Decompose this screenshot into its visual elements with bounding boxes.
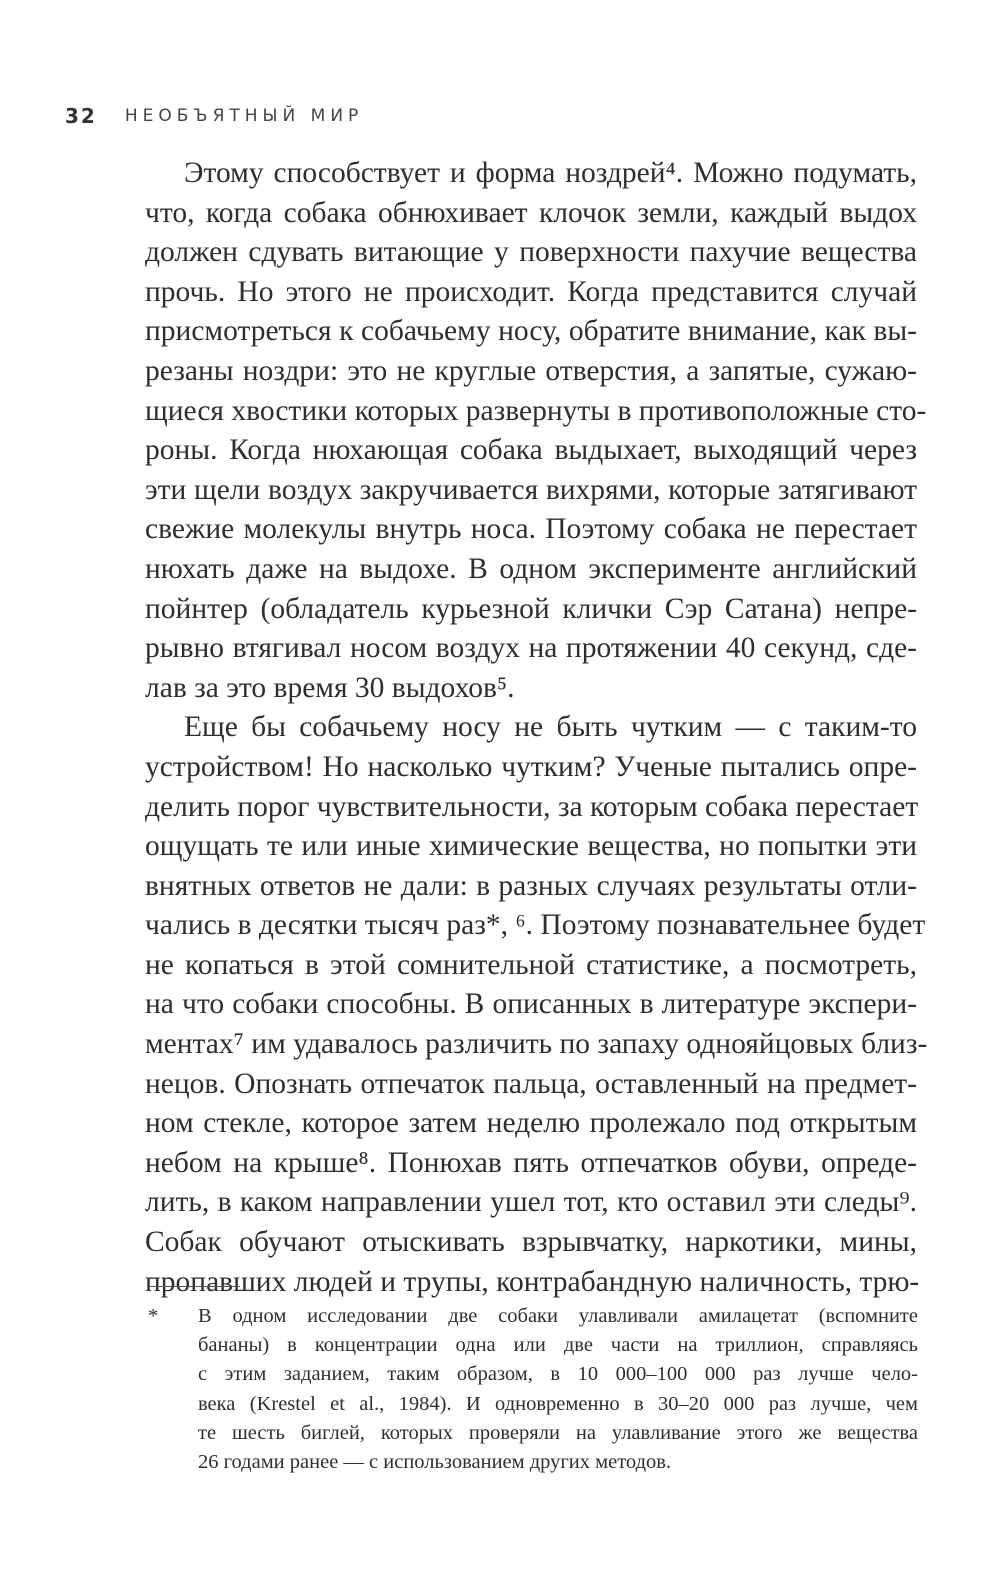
footnote-line: те шесть биглей, которых проверяли на улавливание этого же вещества bbox=[198, 1421, 918, 1444]
main-text bbox=[145, 154, 928, 1302]
text-line: не копаться в этой сомнительной статистике, а посмотреть, bbox=[145, 948, 917, 981]
running-title: НЕОБЪЯТНЫЙ МИР bbox=[124, 106, 364, 126]
running-header bbox=[65, 101, 363, 131]
text-line: делить порог чувствительности, за которым собака перестает bbox=[145, 790, 919, 823]
text-line: лить, в каком направлении ушел тот, кто оставил эти следы⁹. bbox=[145, 1186, 917, 1219]
text-line: Еще бы собачьему носу не быть чутким — с таким-то bbox=[184, 711, 917, 744]
text-line: нюхать даже на выдохе. В одном эксперименте английский bbox=[145, 552, 917, 585]
text-line: что, когда собака обнюхивает клочок земли, каждый выдох bbox=[145, 196, 917, 229]
page-number: 32 bbox=[65, 104, 97, 128]
text-line: чались в десятки тысяч раз*, ⁶. Поэтому познавательнее будет bbox=[145, 909, 926, 942]
footnote-text bbox=[198, 1302, 918, 1477]
footnote-line: В одном исследовании две собаки улавливали амилацетат (вспомните bbox=[198, 1305, 918, 1327]
text-line: внятных ответов не дали: в разных случаях результаты отли- bbox=[145, 869, 917, 902]
footnote-line: бананы) в концентрации одна или две части на триллион, справляясь bbox=[198, 1334, 918, 1357]
text-line: свежие молекулы внутрь носа. Поэтому собака не перестает bbox=[145, 513, 917, 546]
text-line: рывно втягивал носом воздух на протяжении 40 секунд, сде- bbox=[145, 632, 917, 665]
text-line: прочь. Но этого не происходит. Когда представится случай bbox=[145, 275, 917, 308]
footnote-line: с этим заданием, таким образом, в 10 000–100 000 раз лучше чело- bbox=[198, 1363, 918, 1386]
text-line: небом на крыше⁸. Понюхав пять отпечатков обуви, опреде- bbox=[145, 1146, 917, 1179]
footnote-separator bbox=[148, 1286, 240, 1287]
text-line: Собак обучают отыскивать взрывчатку, наркотики, мины, bbox=[145, 1226, 917, 1259]
footnote-line: века (Krestel et al., 1984). И одновременно в 30–20 000 раз лучше, чем bbox=[198, 1392, 918, 1415]
text-line: ментах⁷ им удавалось различить по запаху однояйцовых близ- bbox=[145, 1028, 928, 1061]
text-line: ощущать те или иные химические вещества, но попытки эти bbox=[145, 830, 917, 863]
text-line: присмотреться к собачьему носу, обратите внимание, как вы- bbox=[145, 315, 917, 348]
text-line: эти щели воздух закручивается вихрями, которые затягивают bbox=[145, 473, 917, 506]
text-line: на что собаки способны. В описанных в литературе экспери- bbox=[145, 988, 917, 1021]
text-line: резаны ноздри: это не круглые отверстия, а запятые, сужаю- bbox=[145, 354, 917, 387]
text-line: нецов. Опознать отпечаток пальца, оставленный на предмет- bbox=[145, 1067, 917, 1100]
text-line: Этому способствует и форма ноздрей⁴. Можно подумать, bbox=[184, 157, 917, 189]
text-line: пойнтер (обладатель курьезной клички Сэр Сатана) непре- bbox=[145, 592, 917, 625]
text-line: устройством! Но насколько чутким? Ученые пытались опре- bbox=[145, 750, 917, 783]
footnote-line: 26 годами ранее — с использованием других методов. bbox=[198, 1451, 672, 1474]
text-line: роны. Когда нюхающая собака выдыхает, выходящий через bbox=[145, 434, 917, 467]
text-line: ном стекле, которое затем неделю пролежало под открытым bbox=[145, 1107, 917, 1140]
text-line: должен сдувать витающие у поверхности пахучие вещества bbox=[145, 236, 917, 269]
text-line: лав за это время 30 выдохов⁵. bbox=[145, 671, 515, 704]
footnote-marker: * bbox=[148, 1305, 159, 1327]
text-line: щиеся хвостики которых развернуты в противоположные сто- bbox=[145, 394, 927, 427]
text-line: пропавших людей и трупы, контрабандную наличность, трю- bbox=[145, 1265, 920, 1298]
